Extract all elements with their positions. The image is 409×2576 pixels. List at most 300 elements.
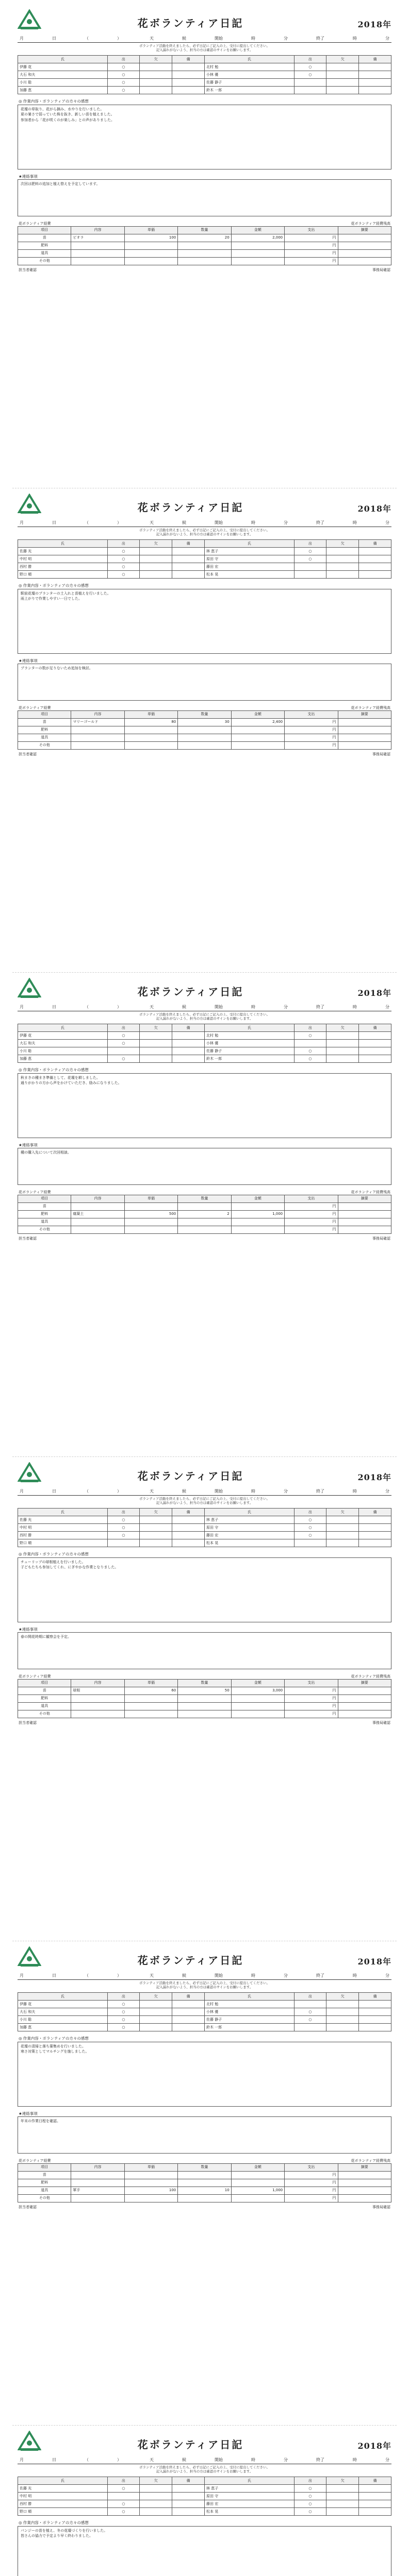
remarks-cell [172,1032,205,1040]
remarks-header: 備 [359,2477,391,2485]
expense-desc [71,1710,124,1718]
expense-row [18,2194,391,2202]
absent-mark [326,1516,359,1524]
remarks-cell [359,2001,391,2008]
date-line-label: 候 [182,1973,186,1978]
activity-line: パンジーの苗を植え、冬の花壇づくりを行いました。 [21,2528,108,2533]
remarks-cell [359,1040,391,1047]
remarks-cell [172,2024,205,2031]
expense-unit-price [124,734,177,741]
remarks-cell [359,563,391,571]
attend-mark: ○ [294,1532,326,1539]
remarks-header: 備 [359,540,391,548]
name-header: 氏 [18,1993,108,2001]
instructions [18,43,391,53]
date-line-label: 時 [251,36,255,41]
expense-row [18,2187,391,2194]
absent-mark [326,1032,359,1040]
expense-desc [71,2171,124,2179]
date-line-label: 時 [353,520,357,525]
date-line-label: ） [117,1489,121,1494]
attend-mark [107,2493,140,2500]
expense-yen: 円 [285,234,338,242]
expense-qty: 20 [178,234,231,242]
absent-mark [140,1047,172,1055]
remarks-cell [359,87,391,94]
expense-desc: マリーゴールド [71,718,124,726]
expense-col-header: 金額 [231,2163,284,2171]
absent-mark [326,2485,359,2493]
instructions [18,2464,391,2475]
expense-item: その他 [18,1226,71,1233]
expense-header [18,1674,391,1679]
expense-amount [231,1218,284,1226]
member-name: 鈴木 一郎 [205,2024,295,2031]
expense-item: 道具 [18,734,71,741]
attendance-row [18,2485,391,2493]
expense-col-header: 摘要 [338,226,391,234]
date-line-label: 時 [353,1489,357,1494]
expense-table [18,2163,391,2202]
attendance-row [18,2008,391,2016]
expense-row [18,2171,391,2179]
attendance-row [18,2024,391,2031]
attendance-header-row [18,56,391,63]
date-line-label: 分 [385,36,389,41]
date-line-label: 分 [284,520,288,525]
member-name: 北村 勉 [205,63,295,71]
expense-col-header: 支出 [285,1195,338,1202]
name-header: 氏 [18,56,108,63]
sheet-header [18,490,391,514]
remarks-cell [172,2485,205,2493]
expense-note [338,1226,391,1233]
attend-mark: ○ [294,1032,326,1040]
expense-row [18,257,391,265]
expense-item: 肥料 [18,2179,71,2187]
date-line-label: 開始 [215,1973,223,1978]
member-name: 松本 晃 [205,571,295,579]
expense-yen: 円 [285,734,338,741]
expense-amount [231,2179,284,2187]
remarks-cell [172,563,205,571]
expense-yen: 円 [285,257,338,265]
expense-amount [231,249,284,257]
attendance-header-row [18,540,391,548]
absent-mark [326,71,359,79]
absent-mark [326,1524,359,1532]
expense-amount [231,1202,284,1210]
expense-row [18,234,391,242]
attendance-row [18,2001,391,2008]
expense-yen: 円 [285,718,338,726]
member-name: 佐藤 光 [18,2485,108,2493]
date-line-label: ） [117,1005,121,1009]
expense-unit-price [124,257,177,265]
date-line-label: 終了 [316,1973,324,1978]
absent-mark [326,571,359,579]
attend-mark: ○ [107,1516,140,1524]
expense-note [338,734,391,741]
expense-yen: 円 [285,1710,338,1718]
date-line-label: （ [85,1973,89,1978]
remarks-header: 備 [359,1509,391,1516]
expense-col-header: 単価 [124,2163,177,2171]
diary-title: 花ボランティア日記 [137,986,244,998]
expense-qty [178,249,231,257]
reports-section-title: ★連絡事項 [18,1626,391,1633]
member-name: 藤田 宏 [205,563,295,571]
diary-year: 2018年 [357,504,391,514]
absent-mark [326,548,359,555]
expense-yen: 円 [285,1226,338,1233]
expense-desc [71,257,124,265]
absent-mark [140,1040,172,1047]
attend-mark: ○ [294,2508,326,2516]
expense-note [338,2194,391,2202]
remarks-cell [172,2508,205,2516]
expense-col-header: 内容 [71,226,124,234]
expense-row [18,734,391,741]
date-line-label: 時 [251,1489,255,1494]
expense-col-header: 単価 [124,226,177,234]
attendance-row [18,1047,391,1055]
expense-qty [178,1710,231,1718]
expense-row [18,2179,391,2187]
expense-note [338,1210,391,1218]
expense-col-header: 支出 [285,226,338,234]
attend-header: 出 [107,540,140,548]
attendance-row [18,1032,391,1040]
expense-yen: 円 [285,2179,338,2187]
flower-logo-icon [18,1946,41,1967]
expense-qty [178,2171,231,2179]
expense-col-header: 数量 [178,1679,231,1687]
date-line-label: ） [117,1973,121,1978]
attend-mark: ○ [107,563,140,571]
expense-row [18,1687,391,1694]
absent-mark [140,63,172,71]
date-line-label: （ [85,1489,89,1494]
date-line-label: 分 [284,2458,288,2462]
remarks-header: 備 [359,1993,391,2001]
attendance-row [18,1532,391,1539]
remarks-cell [172,1532,205,1539]
absent-mark [326,79,359,87]
expense-desc [71,1694,124,1702]
absent-mark [326,1539,359,1547]
expense-col-header: 内容 [71,2163,124,2171]
remarks-cell [359,2508,391,2516]
attendance-row [18,1040,391,1047]
date-line-label: 分 [284,36,288,41]
member-name: 野口 順 [18,2508,108,2516]
expense-amount [231,2171,284,2179]
attend-mark: ○ [107,555,140,563]
member-name: 林 恵子 [205,2485,295,2493]
expense-label: 花ボランティア経費 [19,222,51,226]
expense-header [18,1190,391,1195]
attend-header: 出 [294,2477,326,2485]
expense-yen: 円 [285,1702,338,1710]
date-line-label: 月 [20,2458,24,2462]
attend-mark: ○ [294,63,326,71]
flower-logo-icon [18,1462,41,1483]
absent-mark [140,2008,172,2016]
attendance-row [18,2493,391,2500]
absent-mark [326,563,359,571]
absent-mark [140,2508,172,2516]
expense-yen: 円 [285,2187,338,2194]
attend-mark [294,79,326,87]
absent-mark [140,1055,172,1063]
member-name: 加藤 恵 [18,1055,108,1063]
date-line-label: 日 [52,2458,56,2462]
absent-header: 欠 [140,1509,172,1516]
expense-unit-price: 100 [124,234,177,242]
sheet-header [18,975,391,998]
absent-mark [326,2493,359,2500]
attendance-row [18,87,391,94]
instructions [18,1496,391,1506]
expense-header [18,2159,391,2163]
expense-qty [178,734,231,741]
expense-table [18,1195,391,1234]
expense-col-header: 単価 [124,710,177,718]
expense-note [338,718,391,726]
member-name: 小川 聡 [18,79,108,87]
date-line-label: 時 [251,2458,255,2462]
expense-yen: 円 [285,1202,338,1210]
date-line-label: （ [85,520,89,525]
attendance-table [18,1992,391,2031]
remarks-cell [172,87,205,94]
instruction-line: ボランティア活動を終えましたら、必ず日記にご記入の上、受付に提出してください。 [139,1497,270,1501]
date-line-label: 終了 [316,1005,324,1009]
absent-header: 欠 [140,2477,172,2485]
expense-item: 道具 [18,1702,71,1710]
member-name: 野口 順 [18,571,108,579]
expense-unit-price [124,726,177,734]
sheet-header [18,6,391,30]
member-name: 大石 和夫 [18,71,108,79]
expense-amount [231,2194,284,2202]
office-check-label: 事務局確認 [372,267,390,272]
date-line-label: 月 [20,1005,24,1009]
member-name: 原田 守 [205,2493,295,2500]
remarks-cell [172,2001,205,2008]
attend-mark [294,1539,326,1547]
absent-mark [326,2001,359,2008]
absent-header: 欠 [140,56,172,63]
date-line-label: 時 [353,36,357,41]
expense-note [338,1202,391,1210]
expense-yen: 円 [285,726,338,734]
attendance-row [18,79,391,87]
expense-col-header: 数量 [178,2163,231,2171]
date-line-label: 月 [20,1489,24,1494]
date-line [18,1486,391,1496]
expense-amount: 2,000 [231,234,284,242]
remarks-header: 備 [172,1993,205,2001]
expense-label: 花ボランティア経費 [19,1190,51,1194]
expense-col-header: 金額 [231,1679,284,1687]
remarks-cell [359,2016,391,2024]
expense-col-header: 項目 [18,226,71,234]
attend-mark: ○ [107,2500,140,2508]
expense-qty: 2 [178,1210,231,1218]
expense-col-header: 摘要 [338,2163,391,2171]
name-header: 氏 [205,540,295,548]
member-name: 林 恵子 [205,548,295,555]
diary-year: 2018年 [357,988,391,998]
attendance-row [18,555,391,563]
member-name: 中村 明 [18,555,108,563]
expense-label: 花ボランティア経費 [19,2159,51,2163]
activity-line: 寒さ対策としてマルチングを施しました。 [21,2049,89,2054]
member-name: 西村 勝 [18,1532,108,1539]
diary-document [12,0,397,2576]
name-header: 氏 [18,1509,108,1516]
attendance-row [18,1055,391,1063]
expense-qty [178,242,231,249]
report-line: 春の開花時期に観察会を予定。 [21,1635,71,1639]
expense-header-row [18,226,391,234]
activity-section-title: ◎ 作業内容・ボランティアの方々の感想 [18,583,391,589]
expense-item: 肥料 [18,242,71,249]
expense-item: 苗 [18,1687,71,1694]
expense-unit-price [124,249,177,257]
attend-header: 出 [107,1509,140,1516]
reports-text [18,664,391,701]
signature-row [18,268,391,273]
absent-mark [326,2016,359,2024]
remarks-cell [359,2008,391,2016]
expense-unit-price [124,2171,177,2179]
diary-sheet [12,2426,397,2576]
member-name: 大石 和夫 [18,2008,108,2016]
reports-section-title: ★連絡事項 [18,2111,391,2117]
remarks-cell [172,1055,205,1063]
attend-mark: ○ [107,2508,140,2516]
remarks-header: 備 [172,1024,205,1032]
expense-row [18,249,391,257]
expense-qty [178,2179,231,2187]
expense-yen: 円 [285,1687,338,1694]
expense-table [18,1679,391,1718]
flower-logo-icon [18,494,41,514]
absent-header: 欠 [326,540,359,548]
remarks-cell [359,2485,391,2493]
attend-header: 出 [107,56,140,63]
instruction-line: 記入漏れがないよう、担当の方は確認のサインをお願いします。 [156,48,253,53]
date-line-label: 日 [52,520,56,525]
attend-mark: ○ [107,548,140,555]
activity-section-title: ◎ 作業内容・ボランティアの方々の感想 [18,2036,391,2042]
instruction-line: ボランティア活動を終えましたら、必ず日記にご記入の上、受付に提出してください。 [139,1012,270,1016]
attend-mark: ○ [294,2016,326,2024]
expense-row [18,1694,391,1702]
instructions [18,1011,391,1022]
reports-text [18,1148,391,1185]
activity-section-title: ◎ 作業内容・ボランティアの方々の感想 [18,1067,391,1073]
diary-sheet [12,488,397,973]
name-header: 氏 [205,1509,295,1516]
expense-unit-price: 100 [124,2187,177,2194]
diary-title: 花ボランティア日記 [137,1470,244,1482]
date-line-label: 開始 [215,1489,223,1494]
absent-header: 欠 [140,1024,172,1032]
expense-note [338,1694,391,1702]
expense-col-header: 支出 [285,1679,338,1687]
attend-mark: ○ [294,2485,326,2493]
expense-note [338,257,391,265]
member-name: 原田 守 [205,555,295,563]
expense-table [18,226,391,265]
absent-mark [140,1539,172,1547]
expense-yen: 円 [285,2171,338,2179]
expense-desc [71,2179,124,2187]
remarks-cell [359,63,391,71]
office-check-label: 事務局確認 [372,1236,390,1241]
expense-header [18,706,391,710]
activity-text [18,2527,391,2576]
absent-mark [326,1532,359,1539]
remarks-cell [172,2493,205,2500]
expense-col-header: 摘要 [338,1679,391,1687]
expense-amount: 1,000 [231,1210,284,1218]
name-header: 氏 [18,2477,108,2485]
remarks-cell [359,2493,391,2500]
date-line-label: 天 [150,520,154,525]
expense-item: 肥料 [18,1210,71,1218]
remarks-cell [172,1047,205,1055]
expense-col-header: 支出 [285,2163,338,2171]
date-line-label: 分 [385,1489,389,1494]
remarks-cell [172,555,205,563]
reports-section-title: ★連絡事項 [18,1142,391,1148]
expense-amount: 2,400 [231,718,284,726]
expense-col-header: 数量 [178,710,231,718]
expense-unit-price [124,1710,177,1718]
absent-mark [326,2500,359,2508]
expense-col-header: 数量 [178,1195,231,1202]
absent-mark [140,1532,172,1539]
remarks-cell [172,1524,205,1532]
expense-row [18,726,391,734]
attendance-row [18,1539,391,1547]
member-name: 西村 勝 [18,2500,108,2508]
expense-desc: 球根 [71,1687,124,1694]
member-name: 小川 聡 [18,1047,108,1055]
diary-year: 2018年 [357,20,391,29]
instruction-line: ボランティア活動を終えましたら、必ず日記にご記入の上、受付に提出してください。 [139,44,270,48]
attend-mark: ○ [294,2008,326,2016]
expense-note [338,726,391,734]
activity-line: 秋まきの種まき準備として、花壇を耕しました。 [21,1075,100,1080]
absent-mark [140,1032,172,1040]
member-name: 北村 勉 [205,1032,295,1040]
absent-mark [140,87,172,94]
absent-mark [326,2024,359,2031]
activity-line: 花壇の清掃と落ち葉集めを行いました。 [21,2044,86,2048]
expense-col-header: 項目 [18,1195,71,1202]
name-header: 氏 [205,1024,295,1032]
date-line-label: 分 [385,1973,389,1978]
attendance-row [18,2016,391,2024]
diary-year: 2018年 [357,2441,391,2451]
expense-item: 肥料 [18,1694,71,1702]
